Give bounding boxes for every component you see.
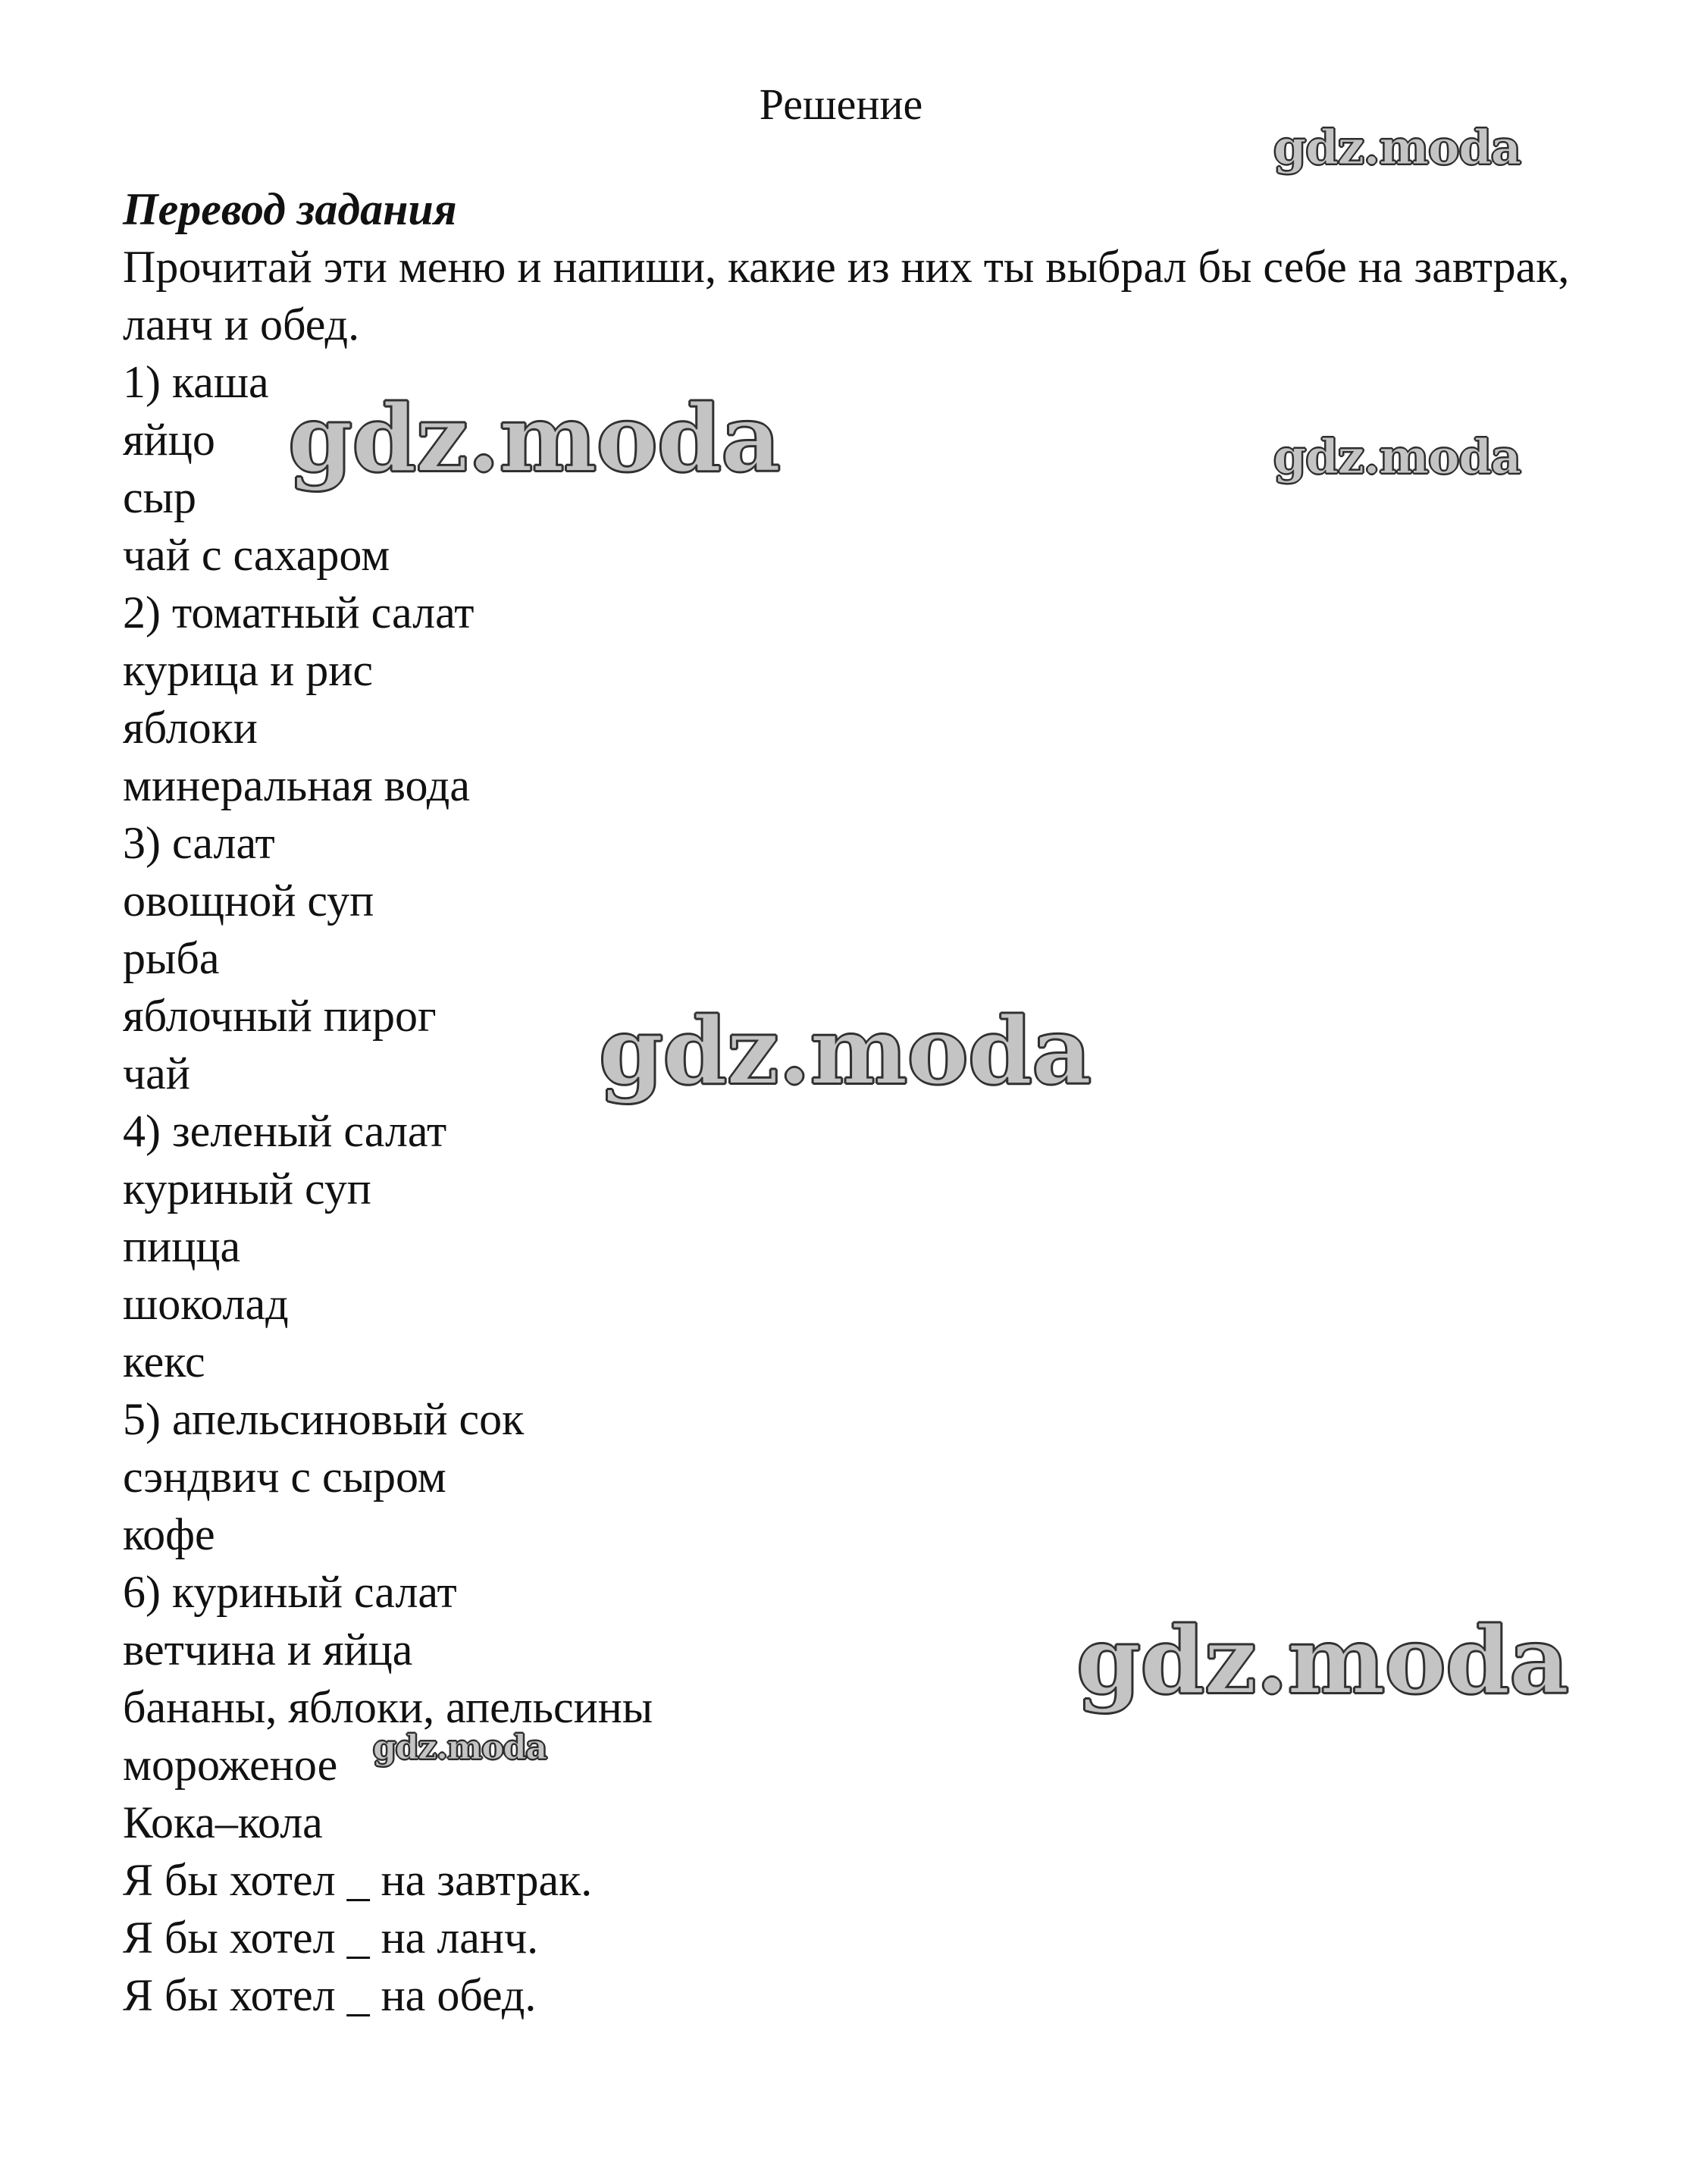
list-item: кофе (123, 1509, 215, 1559)
list-item: ветчина и яйца (123, 1625, 413, 1675)
page-title: Решение (759, 80, 923, 129)
task-instruction: Прочитай эти меню и напиши, какие из них ты выбрал бы себе на завтрак, ланч и обед. (123, 242, 1570, 349)
list-item: кекс (123, 1336, 205, 1387)
answer-template-list (123, 1851, 1601, 2024)
watermark: gdz.moda (373, 1728, 547, 1767)
list-item: овощной суп (123, 876, 374, 926)
list-item: чай (123, 1048, 190, 1098)
answer-line: Я бы хотел _ на ланч. (123, 1913, 539, 1963)
menu-list (123, 353, 1601, 1851)
list-item: 4) зеленый салат (123, 1106, 447, 1156)
list-item: 1) каша (123, 357, 269, 407)
watermark: gdz.moda (288, 384, 781, 493)
list-item: шоколад (123, 1279, 289, 1329)
list-item: 5) апельсиновый сок (123, 1394, 525, 1444)
list-item: яйцо (123, 415, 215, 465)
list-item: чай с сахаром (123, 530, 390, 580)
list-item: бананы, яблоки, апельсины (123, 1682, 653, 1732)
list-item: минеральная вода (123, 760, 470, 810)
list-item: мороженое (123, 1740, 338, 1790)
list-item: Кока–кола (123, 1797, 323, 1847)
list-item: 6) куриный салат (123, 1567, 457, 1617)
list-item: курица и рис (123, 645, 373, 695)
watermark: gdz.moda (1273, 429, 1521, 484)
list-item: яблочный пирог (123, 991, 437, 1041)
answer-line: Я бы хотел _ на обед. (123, 1970, 537, 2020)
list-item: сыр (123, 472, 196, 522)
list-item: куриный суп (123, 1164, 371, 1214)
watermark: gdz.moda (599, 996, 1092, 1105)
list-item: пицца (123, 1221, 241, 1271)
watermark: gdz.moda (1273, 120, 1521, 175)
list-item: 2) томатный салат (123, 588, 475, 638)
watermark: gdz.moda (1076, 1606, 1569, 1715)
document-body (123, 180, 1601, 2024)
section-heading: Перевод задания (123, 184, 457, 234)
list-item: яблоки (123, 703, 258, 753)
list-item: сэндвич с сыром (123, 1452, 446, 1502)
list-item: 3) салат (123, 818, 275, 868)
answer-line: Я бы хотел _ на завтрак. (123, 1855, 593, 1905)
list-item: рыба (123, 933, 220, 983)
